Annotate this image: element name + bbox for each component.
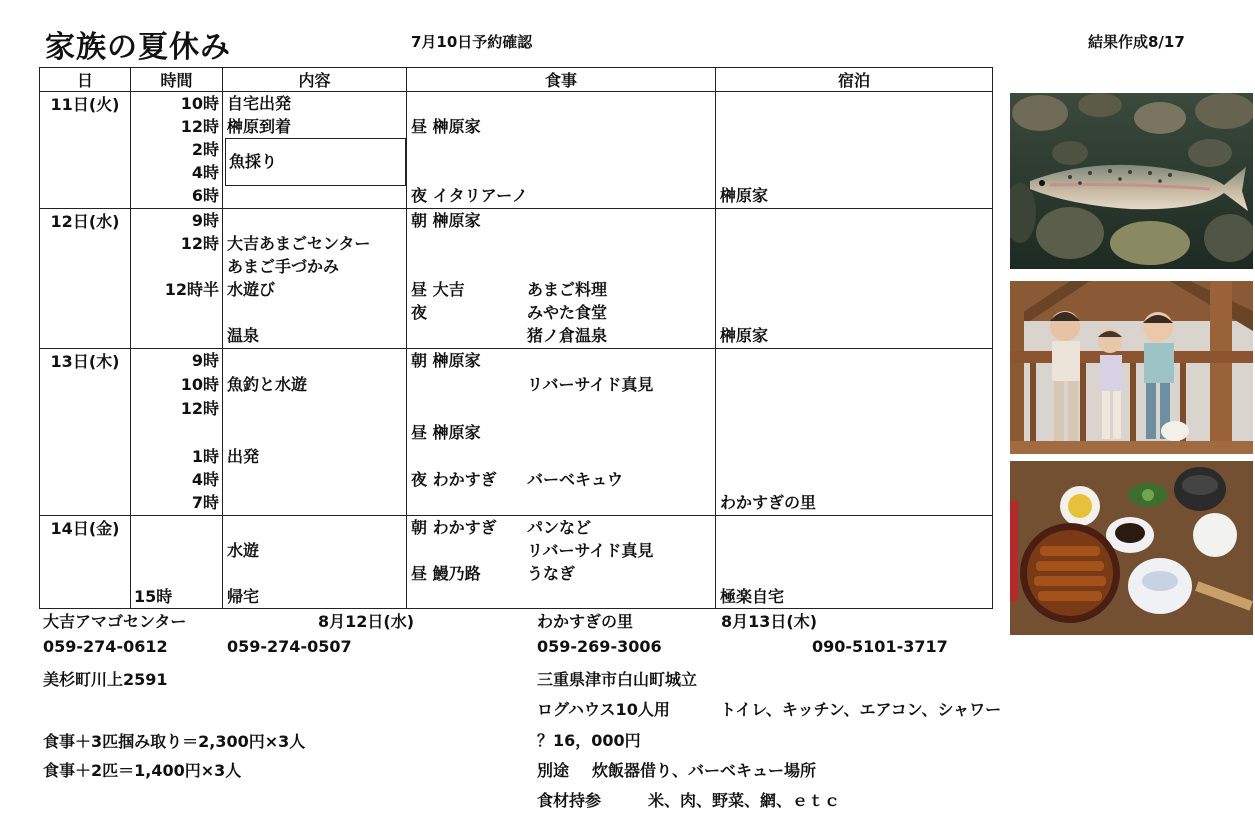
content-cell (223, 349, 407, 516)
time-text: 12時半 (164, 280, 219, 299)
meal-note: パンなど (527, 518, 592, 537)
reservation-date: 7月10日予約確認 (411, 33, 533, 51)
meal-note: リバーサイド真見 (527, 541, 654, 560)
time-cell (131, 516, 223, 609)
time-text: 10時 (180, 375, 219, 394)
time-cell (131, 349, 223, 516)
phone-right-1: 059-269-3006 (537, 637, 662, 656)
phone-right-2: 090-5101-3717 (812, 637, 948, 656)
time-text: 6時 (191, 186, 219, 205)
meal-text: 昼 鰻乃路 (411, 564, 481, 583)
content-text: 榊原到着 (227, 117, 292, 136)
content-text: 自宅出発 (227, 94, 292, 113)
content-cell (223, 92, 407, 209)
content-cell (223, 516, 407, 609)
meal-cell (407, 209, 716, 349)
table-row (40, 516, 993, 609)
schedule-table (39, 67, 993, 609)
extra-label: 別途 (537, 761, 570, 780)
meal-text: 昼 榊原家 (411, 117, 481, 136)
col-header-content: 内容 (223, 68, 407, 92)
phone-left-1: 059-274-0612 (43, 637, 168, 656)
col-header-time: 時間 (131, 68, 223, 92)
facility-name-left: 大吉アマゴセンター (43, 612, 187, 631)
children-on-balcony-photo (1010, 281, 1253, 454)
room-type: ログハウス10人用 (537, 700, 670, 719)
col-header-meal: 食事 (407, 68, 716, 92)
meal-text: 昼 大吉 (411, 280, 465, 299)
stay-text: わかすぎの里 (720, 493, 817, 512)
price-left-2: 食事＋2匹＝1,400円×3人 (43, 761, 242, 780)
content-text: 魚釣と水遊 (227, 375, 308, 394)
table-header-row (40, 68, 993, 92)
boxed-activity: 魚採り (229, 152, 278, 171)
day-cell: 13日(木) (40, 349, 131, 516)
content-cell (223, 209, 407, 349)
address-left: 美杉町川上2591 (43, 670, 168, 689)
visit-date-left: 8月12日(水) (318, 612, 415, 631)
time-text: 4時 (191, 163, 219, 182)
time-cell (131, 92, 223, 209)
price-left-1: 食事＋3匹掴み取り＝2,300円×3人 (43, 732, 306, 751)
bring-label: 食材持参 (537, 791, 602, 810)
stay-cell (716, 209, 993, 349)
created-date: 結果作成8/17 (1088, 33, 1185, 51)
visit-date-right: 8月13日(木) (721, 612, 818, 631)
meal-cell (407, 349, 716, 516)
time-text: 4時 (191, 470, 219, 489)
facility-name-right: わかすぎの里 (537, 612, 634, 631)
content-text: 出発 (227, 447, 260, 466)
meal-text: 夜 イタリアーノ (411, 186, 528, 205)
meal-text: 朝 榊原家 (411, 351, 481, 370)
table-row (40, 92, 993, 209)
content-text: あまご手づかみ (227, 257, 340, 276)
stay-cell (716, 516, 993, 609)
meal-text: 朝 わかすぎ (411, 518, 497, 537)
content-text: 水遊 (227, 541, 260, 560)
stay-cell (716, 349, 993, 516)
meal-note: 猪ノ倉温泉 (527, 326, 608, 345)
time-text: 12時 (180, 399, 219, 418)
facilities: トイレ、キッチン、エアコン、シャワー (720, 700, 1002, 719)
meal-note: リバーサイド真見 (527, 375, 654, 394)
stay-text: 極楽自宅 (720, 587, 785, 606)
col-header-stay: 宿泊 (716, 68, 993, 92)
stay-text: 榊原家 (720, 326, 769, 345)
table-row (40, 349, 993, 516)
table-row (40, 209, 993, 349)
meal-text: 昼 榊原家 (411, 423, 481, 442)
day-cell: 11日(火) (40, 92, 131, 209)
time-text: 12時 (180, 117, 219, 136)
time-cell (131, 209, 223, 349)
extra-items: 炊飯器借り、バーベキュー場所 (592, 761, 817, 780)
price-right: ？16，000円 (537, 731, 641, 750)
content-text: 帰宅 (227, 587, 260, 606)
content-text: 温泉 (227, 326, 260, 345)
day-cell: 14日(金) (40, 516, 131, 609)
page-title: 家族の夏休み (45, 30, 231, 65)
address-right: 三重県津市白山町城立 (537, 670, 698, 689)
meal-note: うなぎ (527, 564, 576, 583)
meal-text: 夜 わかすぎ (411, 470, 497, 489)
stay-text: 榊原家 (720, 186, 769, 205)
activity-box (225, 138, 406, 186)
meal-cell (407, 516, 716, 609)
time-text: 12時 (180, 234, 219, 253)
bring-items: 米、肉、野菜、網、ｅｔｃ (648, 791, 841, 810)
time-text: 9時 (191, 211, 219, 230)
phone-left-2: 059-274-0507 (227, 637, 352, 656)
meal-text: 朝 榊原家 (411, 211, 481, 230)
col-header-day: 日 (40, 68, 131, 92)
meal-text: 夜 (411, 303, 428, 322)
time-text: 9時 (191, 351, 219, 370)
meal-note: あまご料理 (527, 280, 608, 299)
day-cell: 12日(水) (40, 209, 131, 349)
content-text: 水遊び (227, 280, 276, 299)
time-text: 15時 (134, 587, 173, 606)
time-text: 7時 (191, 493, 219, 512)
unagi-meal-photo (1010, 461, 1253, 635)
time-text: 2時 (191, 140, 219, 159)
meal-cell (407, 92, 716, 209)
meal-note: バーベキュウ (527, 470, 624, 489)
amago-fish-photo (1010, 93, 1253, 269)
meal-note: みやた食堂 (527, 303, 608, 322)
time-text: 1時 (191, 447, 219, 466)
time-text: 10時 (180, 94, 219, 113)
content-text: 大吉あまごセンター (227, 234, 371, 253)
stay-cell (716, 92, 993, 209)
